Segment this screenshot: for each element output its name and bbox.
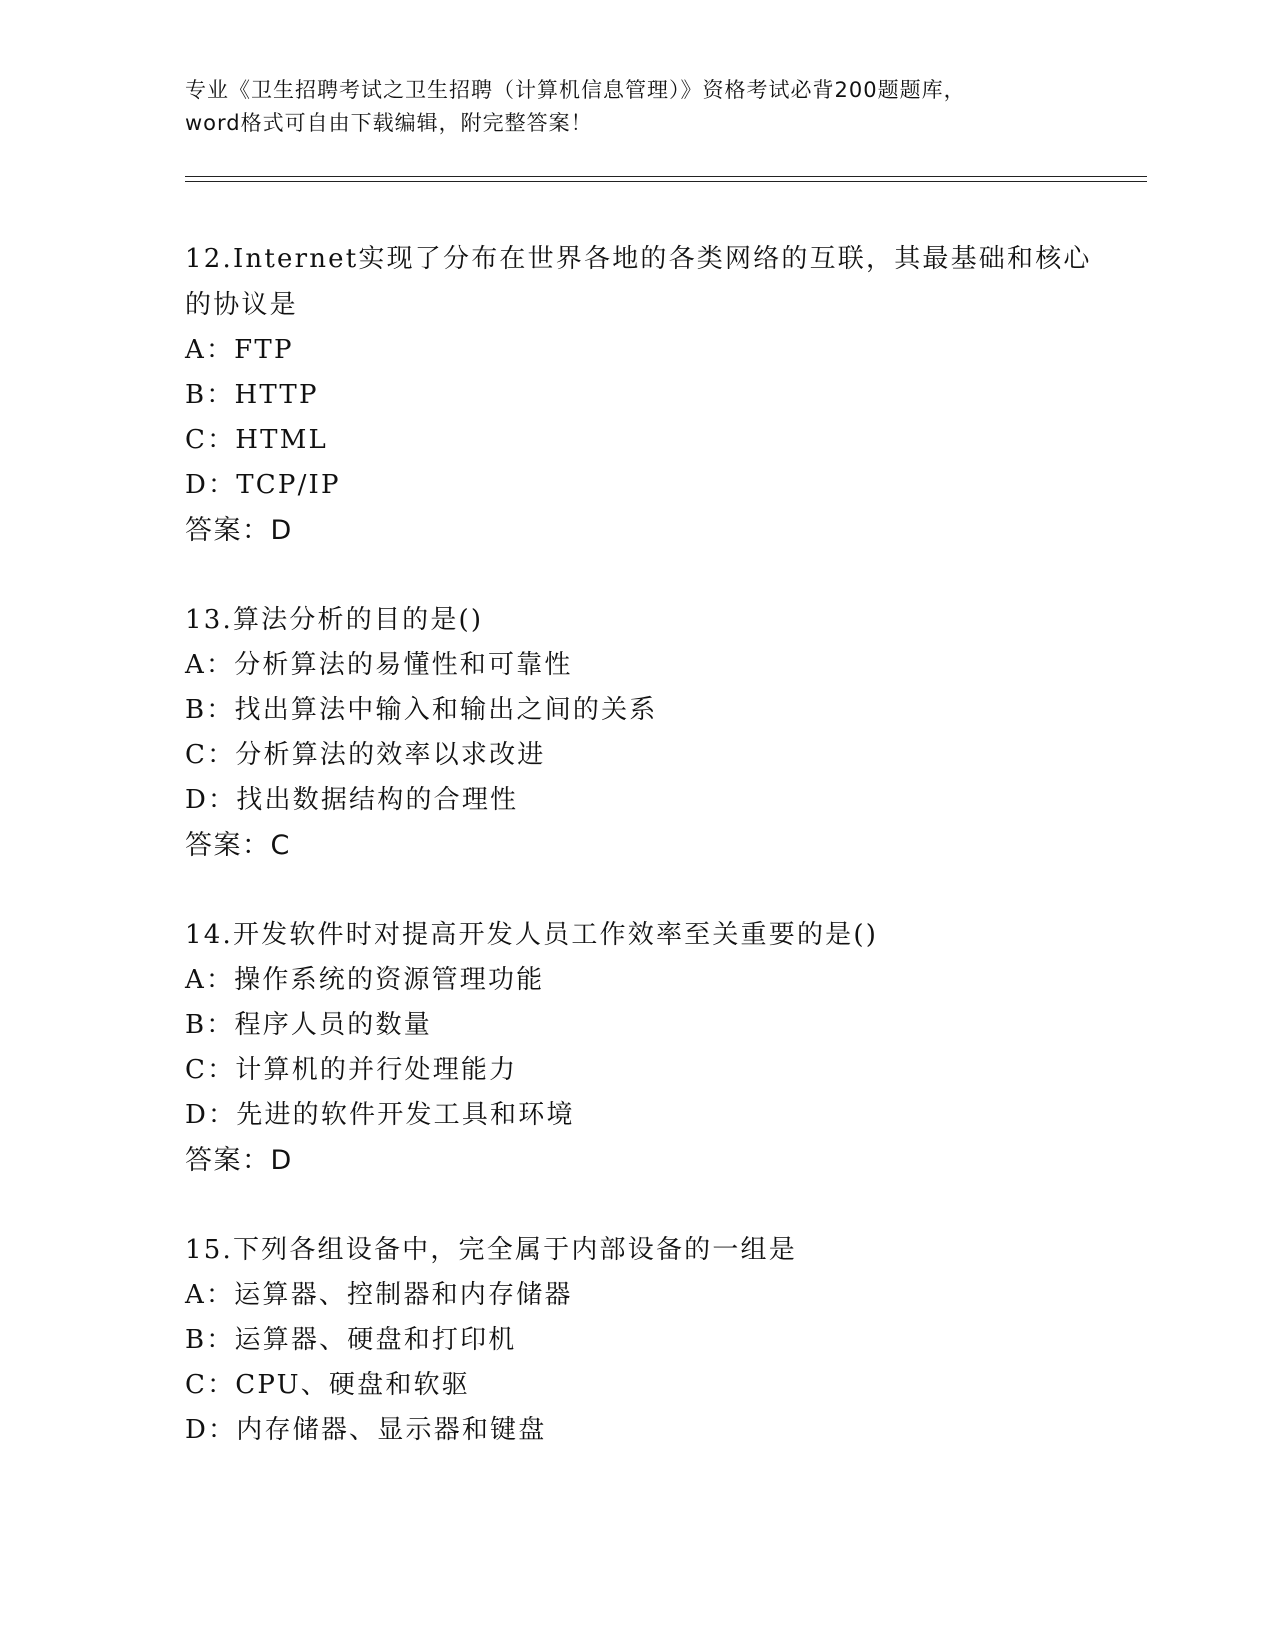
option-c: C：HTML [185,425,328,455]
header-title-line-2: word格式可自由下载编辑，附完整答案！ [185,111,593,135]
option-a: A：操作系统的资源管理功能 [185,965,545,995]
option-b: B：运算器、硬盘和打印机 [185,1325,517,1355]
option-b: B：HTTP [185,380,319,410]
option-a: A：运算器、控制器和内存储器 [185,1280,573,1310]
question-15 [185,1227,1105,1453]
question-list [185,236,1105,1496]
question-stem: 15.下列各组设备中，完全属于内部设备的一组是 [185,1235,797,1265]
header-divider-bottom [185,181,1147,182]
option-d: D：TCP/IP [185,470,341,500]
option-d: D：内存储器、显示器和键盘 [185,1415,547,1445]
question-stem: 12.Internet实现了分布在世界各地的各类网络的互联，其最基础和核心的协议是 [185,244,1092,320]
option-c: C：分析算法的效率以求改进 [185,740,546,770]
header-title-line-1: 专业《卫生招聘考试之卫生招聘（计算机信息管理）》资格考试必背200题题库， [185,78,966,102]
question-12 [185,236,1105,554]
answer-line: 答案：C [185,830,291,861]
question-13 [185,597,1105,869]
option-c: C：CPU、硬盘和软驱 [185,1370,470,1400]
option-d: D：先进的软件开发工具和环境 [185,1100,575,1130]
option-a: A：分析算法的易懂性和可靠性 [185,650,573,680]
answer-line: 答案：D [185,1145,293,1176]
answer-line: 答案：D [185,515,293,546]
header-divider-top [185,176,1147,177]
option-d: D：找出数据结构的合理性 [185,785,519,815]
question-stem: 14.开发软件时对提高开发人员工作效率至关重要的是() [185,920,879,950]
question-14 [185,912,1105,1184]
question-stem: 13.算法分析的目的是() [185,605,484,635]
option-b: B：程序人员的数量 [185,1010,432,1040]
option-c: C：计算机的并行处理能力 [185,1055,518,1085]
option-b: B：找出算法中输入和输出之间的关系 [185,695,658,725]
option-a: A：FTP [185,335,294,365]
document-header [185,74,1085,140]
